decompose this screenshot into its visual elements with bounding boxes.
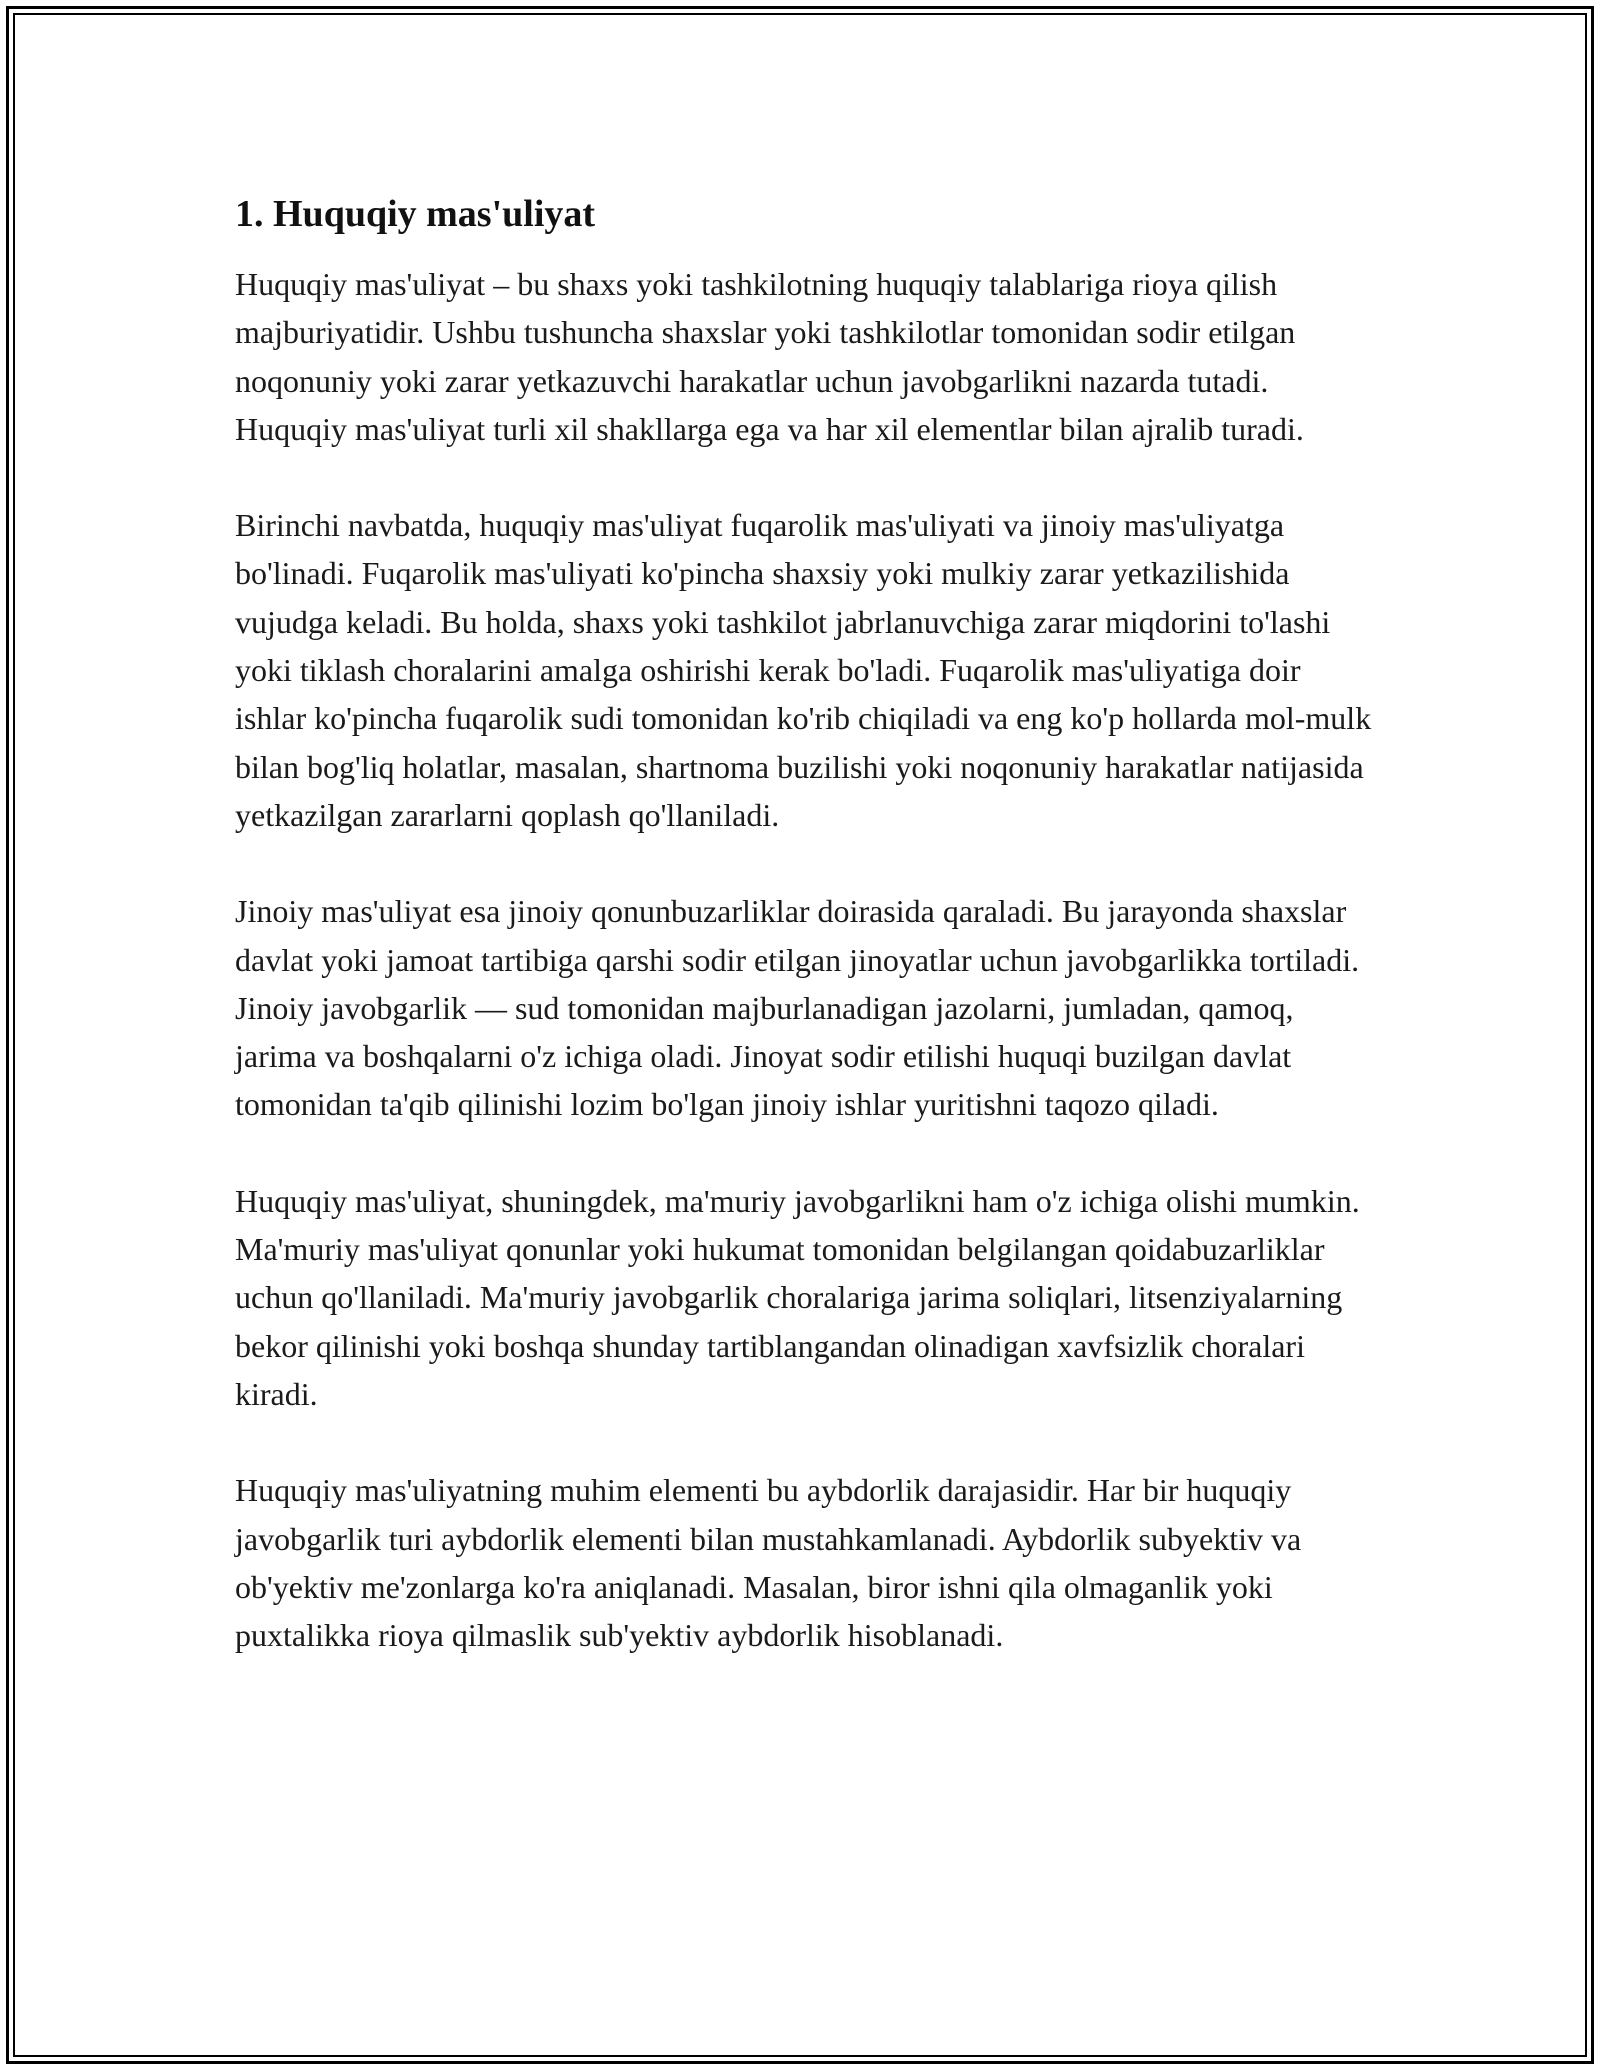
paragraph-guilt: Huquqiy mas'uliyatning muhim elementi bu aybdorlik darajasidir. Har bir huquqiy javobgarlik turi aybdorlik elementi bilan mustahkamlanadi. Aybdorlik subyektiv va ob'yektiv me'zonlarga ko'ra aniqlanadi. Masalan, biror ishni qila olmaganlik yoki puxtalikka rioya qilmaslik sub'yektiv aybdorlik hisoblanadi. — [235, 1472, 1302, 1654]
paragraph-civil-liability: Birinchi navbatda, huquqiy mas'uliyat fuqarolik mas'uliyati va jinoiy mas'uliyatga bo'linadi. Fuqarolik mas'uliyati ko'pincha shaxsiy yoki mulkiy zarar yetkazilishida vujudga keladi. Bu holda, shaxs yoki tashkilot jabrlanuvchiga zarar miqdorini to'lashi yoki tiklash choralarini amalga oshirishi kerak bo'ladi. Fuqarolik mas'uliyatiga doir ishlar ko'pincha fuqarolik sudi tomonidan ko'rib chiqiladi va eng ko'p hollarda mol-mulk bilan bog'liq holatlar, masalan, shartnoma buzilishi yoki noqonuniy harakatlar natijasida yetkazilgan zararlarni qoplash qo'llaniladi. — [235, 507, 1372, 833]
section-heading: 1. Huquqiy mas'uliyat — [235, 193, 596, 235]
paragraph-criminal-liability: Jinoiy mas'uliyat esa jinoiy qonunbuzarliklar doirasida qaraladi. Bu jarayonda shaxslar davlat yoki jamoat tartibiga qarshi sodir etilgan jinoyatlar uchun javobgarlikka tortiladi. Jinoiy javobgarlik — sud tomonidan majburlanadigan jazolarni, jumladan, qamoq, jarima va boshqalarni o'z ichiga oladi. Jinoyat sodir etilishi huquqi buzilgan davlat tomonidan ta'qib qilinishi lozim bo'lgan jinoiy ishlar yuritishni taqozo qiladi. — [235, 893, 1360, 1123]
paragraph-administrative-liability: Huquqiy mas'uliyat, shuningdek, ma'muriy javobgarlikni ham o'z ichiga olishi mumkin. Ma'muriy mas'uliyat qonunlar yoki hukumat tomonidan belgilangan qoidabuzarliklar uchun qo'llaniladi. Ma'muriy javobgarlik choralariga jarima soliqlari, litsenziyalarning bekor qilinishi yoki boshqa shunday tartiblangandan olinadigan xavfsizlik choralari kiradi. — [235, 1182, 1360, 1412]
document-body — [235, 188, 1375, 1707]
paragraph-definition: Huquqiy mas'uliyat – bu shaxs yoki tashkilotning huquqiy talablariga rioya qilish majburiyatidir. Ushbu tushuncha shaxslar yoki tashkilotlar tomonidan sodir etilgan noqonuniy yoki zarar yetkazuvchi harakatlar uchun javobgarlikni nazarda tutadi. Huquqiy mas'uliyat turli xil shakllarga ega va har xil elementlar bilan ajralib turadi. — [235, 266, 1304, 447]
